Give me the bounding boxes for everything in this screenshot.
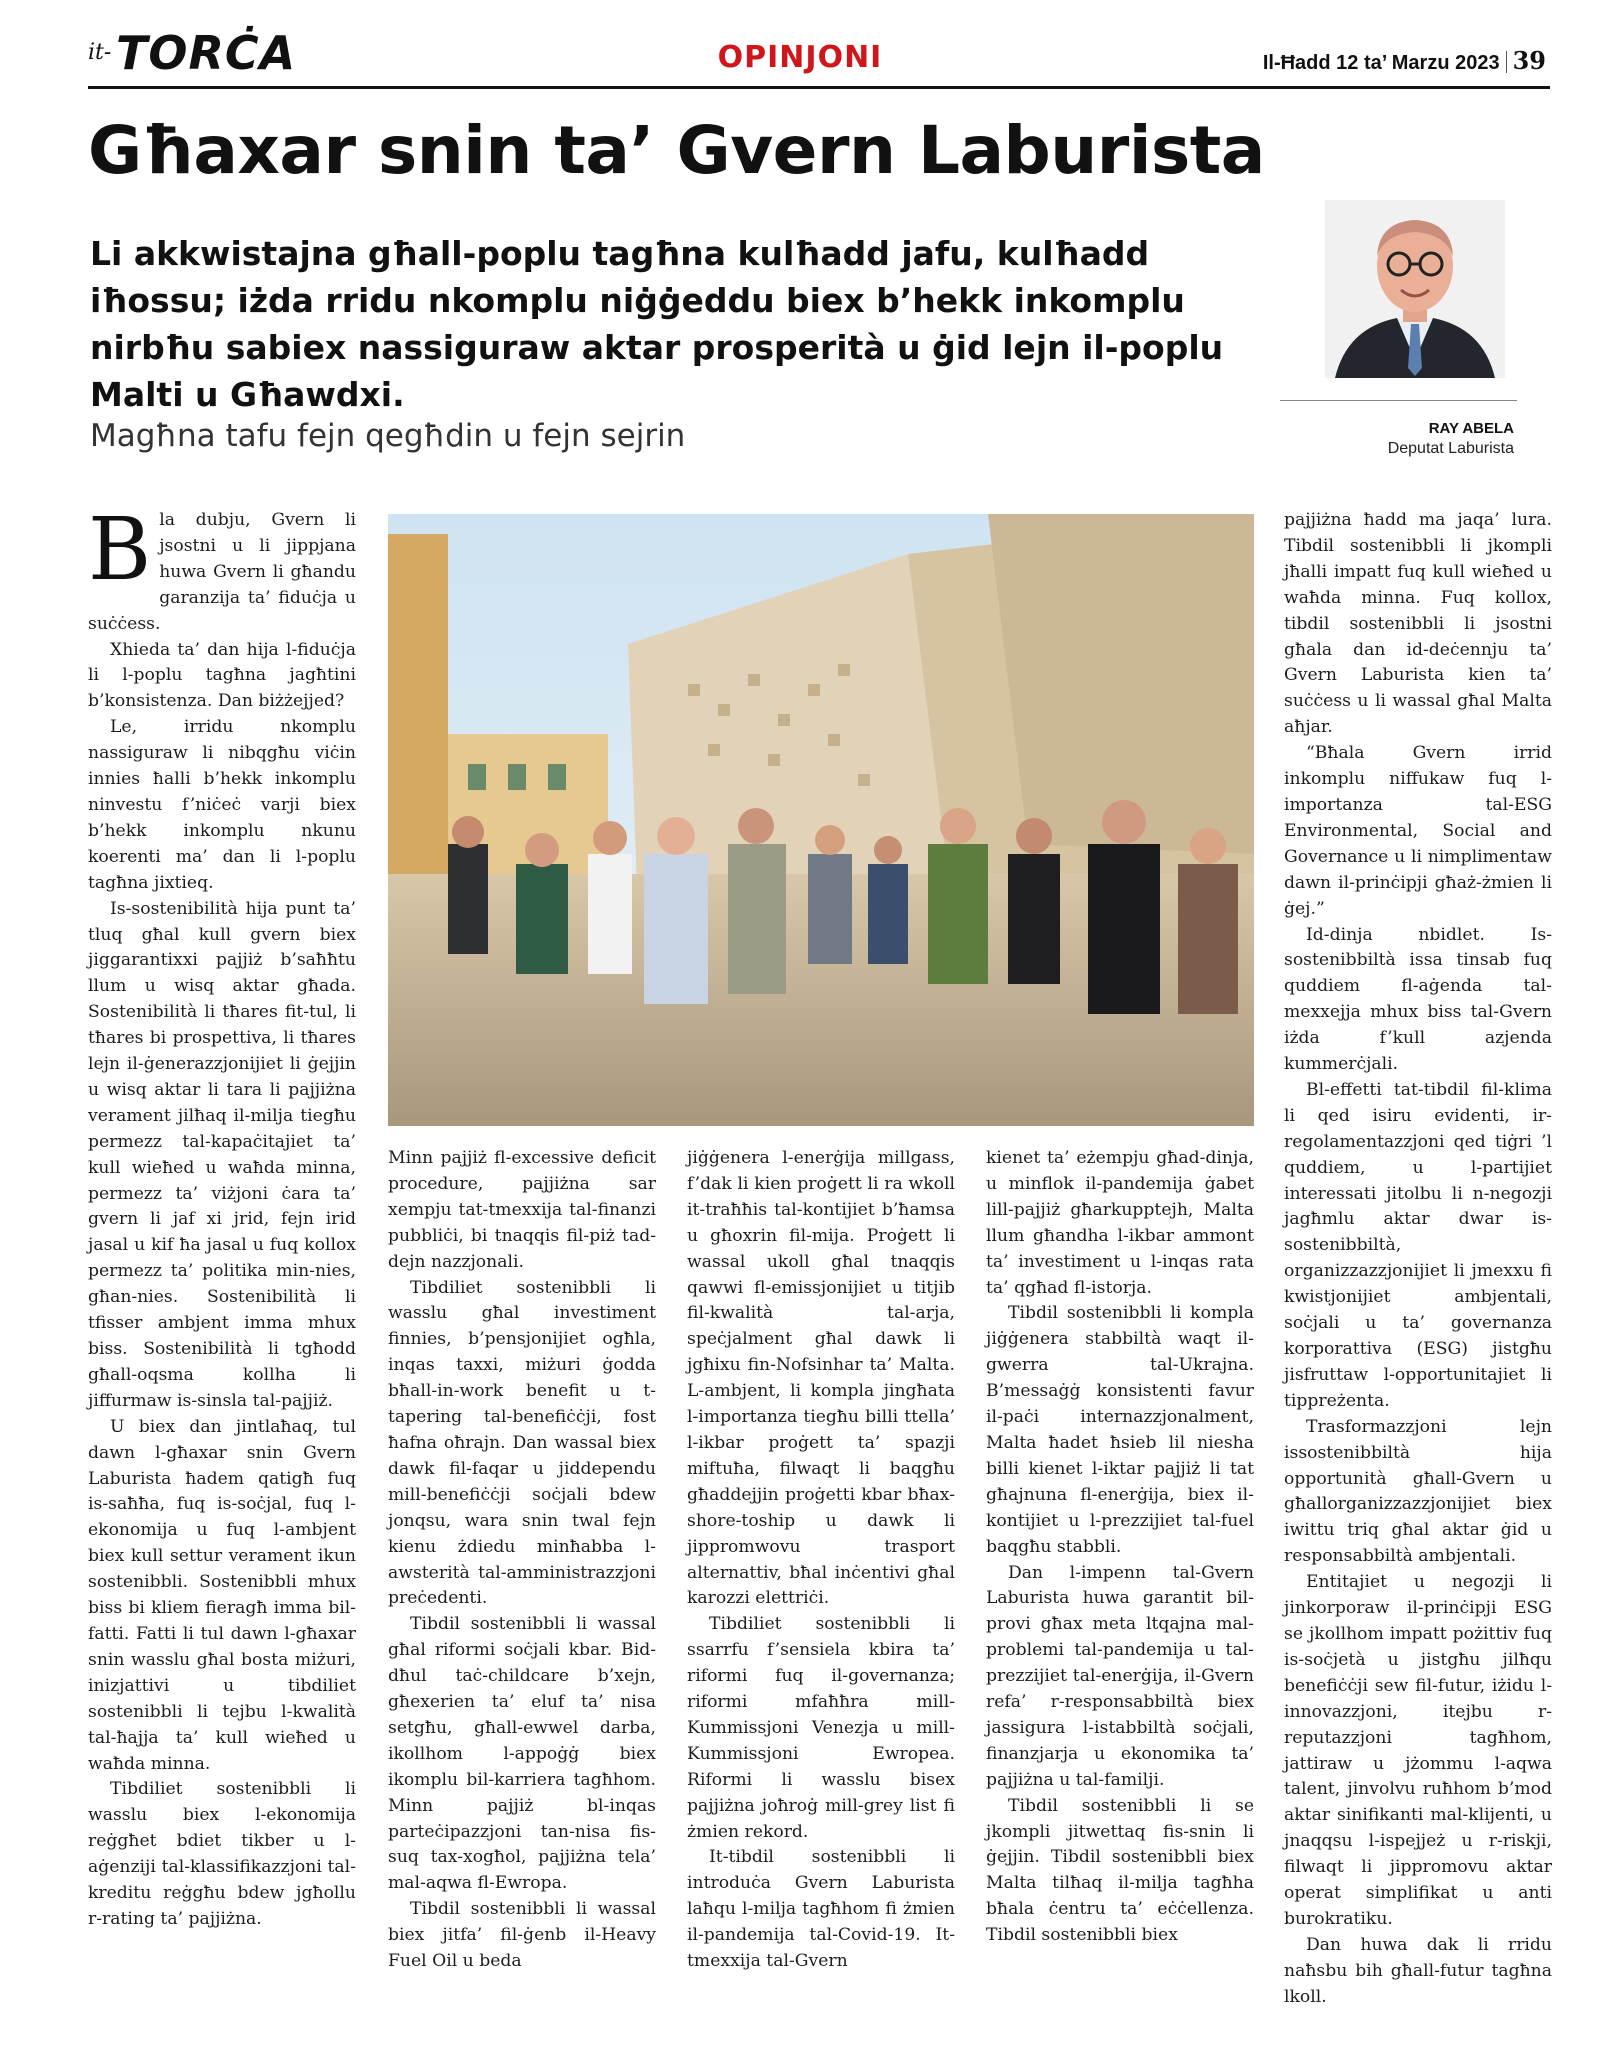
paragraph: kienet ta’ eżempju għad-dinja, u minflok il-pandemija ġabet lill-pajjiż għarkupptejh, Malta llum għandha l-ikbar ammont ta’ investiment u l-inqas rata ta’ qgħad fl-istorja. bbox=[986, 1148, 1254, 1298]
pull-quote: “Bħala Gvern irrid inkomplu niffukaw fuq l-importanza tal-ESG Environmental, Social and Governance u li nimplimentaw dawn il-prinċipji għaż-żmien li ġej.” bbox=[1284, 743, 1552, 919]
column-2 bbox=[388, 1146, 656, 1975]
column-1 bbox=[88, 500, 356, 1933]
issue-date: Il-Ħadd 12 ta’ Marzu 2023 bbox=[1262, 52, 1500, 74]
divider bbox=[1506, 51, 1507, 73]
author-role: Deputat Laburista bbox=[1387, 440, 1514, 457]
standfirst: Li akkwistajna għall-poplu tagħna kulħadd jafu, kulħadd iħossu; iżda rridu nkomplu niġġeddu biex b’hekk inkomplu nirbħu sabiex nassiguraw aktar prosperità u ġid lejn il-poplu Malti u Għawdxi. bbox=[90, 234, 1224, 414]
paragraph: pajjiżna ħadd ma jaqa’ lura. Tibdil sostenibbli li jkompli jħalli impatt fuq kull wieħed u waħda minna. Fuq kollox, tibdil sostenibbli li jsostni għala dan id-deċennju ta’ Gvern Laburista kien ta’ suċċess u li wassal għal Malta aħjar. bbox=[1284, 510, 1552, 738]
paragraph: Entitajiet u negozji li jinkorporaw il-prinċipji ESG se jkollhom impatt pożittiv fuq is-soċjetà u jistgħu jilħqu benefiċċji sew fil-futur, iżidu l-innovazzjoni, itejbu r-reputazzjoni tagħhom, jattiraw u jżommu l-aqwa talent, jinvolvu ruħhom b’mod aktar sinifikanti mal-klijenti, u jnaqqsu l-ispejjeż u r-riskji, filwaqt li jippromovu aktar operat simplifikat u anti burokratiku. bbox=[1284, 1572, 1552, 1929]
drop-cap: B bbox=[88, 500, 152, 600]
logo-prefix: it- bbox=[88, 40, 112, 65]
paragraph: Tibdil sostenibbli li wassal għal riformi soċjali kbar. Bid-dħul taċ-childcare b’xejn, għexerien ta’ eluf ta’ nisa setgħu, għall-ewwel darba, ikollhom l-appoġġ biex ikomplu bil-karriera tagħhom. Minn pajjiż bl-inqas parteċipazzjoni tan-nisa fis-suq tax-xogħol, pajjiżna tela’ mal-aqwa fl-Ewropa. bbox=[388, 1614, 656, 1894]
column-4 bbox=[986, 1146, 1254, 1949]
paragraph: Tibdil sostenibbli li se jkompli jitwettaq fis-snin li ġejjin. Tibdil sostenibbli biex Malta tilħaq il-milja tagħha bħala ċentru ta’ eċċellenza. Tibdil sostenibbli biex bbox=[986, 1795, 1254, 1946]
dateline bbox=[1263, 46, 1546, 75]
paragraph: Tibdiliet sostenibbli li wasslu biex l-ekonomija reġgħet bdiet tikber u l-aġenziji tal-klassifikazzjoni tal-kreditu reġgħu bdew jgħollu r-rating ta’ pajjiżna. bbox=[88, 1779, 356, 1929]
subheadline: Magħna tafu fejn qegħdin u fejn sejrin bbox=[90, 418, 686, 454]
paragraph: Le, irridu nkomplu nassiguraw li nibqgħu viċin innies ħalli b’hekk inkomplu ninvestu f’niċeċ varji biex b’hekk inkomplu nkunu koerenti ma’ dan li l-poplu tagħna jixtieq. bbox=[88, 717, 356, 893]
paragraph: Tibdil sostenibbli li kompla jiġġenera stabbiltà waqt il-gwerra tal-Ukrajna. B’messaġġ konsistenti favur il-paċi internazzjonalment, Malta ħadet ħsieb lil niesha billi kienet l-iktar pajjiż li tat għajnuna fl-enerġija, biex il-kontijiet u l-prezzijiet tal-fuel baqgħu stabbli. bbox=[986, 1303, 1254, 1557]
lead-text: la dubju, Gvern li jsostni u li jippjana huwa Gvern li għandu garanzija ta’ fiduċja u suċċess. bbox=[88, 510, 356, 634]
author-portrait bbox=[1325, 200, 1505, 378]
header-rule bbox=[88, 86, 1550, 89]
column-5 bbox=[1284, 508, 1552, 2011]
author-rule bbox=[1280, 400, 1517, 401]
page-number: 39 bbox=[1512, 46, 1546, 75]
paragraph: Dan huwa dak li rridu naħsbu bih għall-futur tagħna lkoll. bbox=[1284, 1934, 1552, 2007]
paragraph: Dan l-impenn tal-Gvern Laburista huwa garantit bil-provi għax meta ltqajna mal-problemi tal-pandemija u tal-prezzijiet tal-enerġija, il-Gvern refa’ r-responsabbiltà biex jassigura l-istabbiltà soċjali, finanzjarja u ekonomika ta’ pajjiżna u tal-familji. bbox=[986, 1562, 1254, 1790]
logo-name: TORĊA bbox=[116, 26, 297, 80]
paragraph: Bl-effetti tat-tibdil fil-klima li qed isiru evidenti, ir-regolamentazzjoni qed tiġri ’l quddiem, u l-partijiet interessati jitolbu li n-negozji jagħmlu aktar dwar is-sostenibbiltà, organizzazzjonijiet li jmexxu fi kwistjonijiet ambjentali, soċjali u ta’ governanza korporattiva (ESG) jistgħu jisfruttaw l-opportunitajiet li tippreżenta. bbox=[1284, 1079, 1552, 1411]
paragraph: Tibdil sostenibbli li wassal biex jitfa’ fil-ġenb il-Heavy Fuel Oil u beda bbox=[388, 1899, 656, 1972]
paragraph: Minn pajjiż fl-excessive deficit procedure, pajjiżna sar xempju tat-tmexxija tal-finanzi pubbliċi, bi tnaqqis fil-piż tad-dejn nazzjonali. bbox=[388, 1148, 656, 1272]
paragraph: Id-dinja nbidlet. Is-sostenibbiltà issa tinsab fuq quddiem fl-aġenda tal-mexxejja mhux biss tal-Gvern iżda f’kull azjenda kummerċjali. bbox=[1284, 924, 1552, 1075]
paragraph: Tibdiliet sostenibbli li ssarrfu f’sensiela kbira ta’ riformi fuq il-governanza; riformi mfaħħra mill-Kummissjoni Venezja u mill-Kummissjoni Ewropea. Riformi li wasslu bisex pajjiżna joħroġ mill-grey list fi żmien rekord. bbox=[687, 1614, 955, 1842]
paragraph: Tibdiliet sostenibbli li wasslu għal investiment finnies, b’pensjonijiet ogħla, inqas taxxi, miżuri ġodda bħall-in-work benefit u t-tapering tal-benefiċċji, fost ħafna oħrajn. Dan wassal biex dawk fil-faqar u jiddependu mill-benefiċċji soċjali bdew jonqsu, wara snin twal fejn kienu żdiedu minħabba l-awsterità tal-amministrazzjoni preċedenti. bbox=[388, 1277, 656, 1609]
headline: Għaxar snin ta’ Gvern Laburista bbox=[88, 112, 1265, 189]
article-photo bbox=[388, 514, 1254, 1126]
paragraph: Trasformazzjoni lejn issostenibbiltà hija opportunità għall-Gvern u għallorganizzazzjonijiet biex iwittu triq għal aktar ġid u responsabbiltà ambjentali. bbox=[1284, 1416, 1552, 1567]
paragraph: It-tibdil sostenibbli li introduċa Gvern Laburista laħqu l-milja tagħhom fi żmien il-pandemija tal-Covid-19. It-tmexxija tal-Gvern bbox=[687, 1847, 955, 1972]
paragraph: Xhieda ta’ dan hija l-fiduċja li l-poplu tagħna jagħtini b’konsistenza. Dan biżżejjed? bbox=[88, 639, 356, 712]
lead-paragraph bbox=[88, 500, 356, 638]
paragraph: U biex dan jintlaħaq, tul dawn l-għaxar snin Gvern Laburista ħadem qatigħ fuq is-saħħa, fuq is-soċjal, fuq l-ekonomija u fuq l-ambjent biex kull settur verament ikun sostenibbli. Sostenibbli mhux biss bi kliem fieragħ imma bil-fatti. Fatti li tul dawn l-għaxar snin wasslu għal bosta miżuri, inizjattivi u tibdiliet sostenibbli li tejbu l-kwalità tal-ħajja ta’ kull wieħed u waħda minna. bbox=[88, 1416, 356, 1774]
paragraph: jiġġenera l-enerġija millgass, f’dak li kien proġett li ra wkoll it-traħħis tal-kontijiet b’ħamsa u għoxrin fil-mija. Proġett li wassal ukoll għal tnaqqis qawwi fl-emissjonijiet u titjib fil-kwalità tal-arja, speċjalment għal dawk li jgħixu fin-Nofsinhar ta’ Malta. L-ambjent, li kompla jingħata l-importanza tiegħu billi ttella’ l-ikbar proġett ta’ spazji miftuħa, filwaqt li baqgħu għaddejjin proġetti kbar bħax-shore-toship u dawk li jippromwovu trasport alternattiv, bħal inċentivi għal karozzi elettriċi. bbox=[687, 1148, 955, 1609]
author-name: RAY ABELA bbox=[1428, 420, 1514, 437]
column-3 bbox=[687, 1146, 955, 1975]
paragraph: Is-sostenibilità hija punt ta’ tluq għal kull gvern biex jiggarantixxi pajjiż b’saħħtu llum u wisq aktar għada. Sostenibilità li tħares fit-tul, li tħares bi prospettiva, li tħares lejn il-ġenerazzjonijiet li ġejjin u wisq aktar li tara li pajjiżna verament jilħaq il-milja tiegħu permezz tal-kapaċitajiet ta’ kull wieħed u waħda minna, permezz ta’ viżjoni ċara ta’ gvern li jaf xi jrid, fejn irid jasal u kif ħa jasal u fuq kollox permezz ta’ politika min-nies, għan-nies. Sostenibilità li tfisser ambjent imma mhux biss. Sostenibilità li tgħodd għall-oqsma kollha li jiffurmaw is-sinsla tal-pajjiż. bbox=[88, 898, 356, 1411]
section-label: OPINJONI bbox=[717, 40, 883, 75]
